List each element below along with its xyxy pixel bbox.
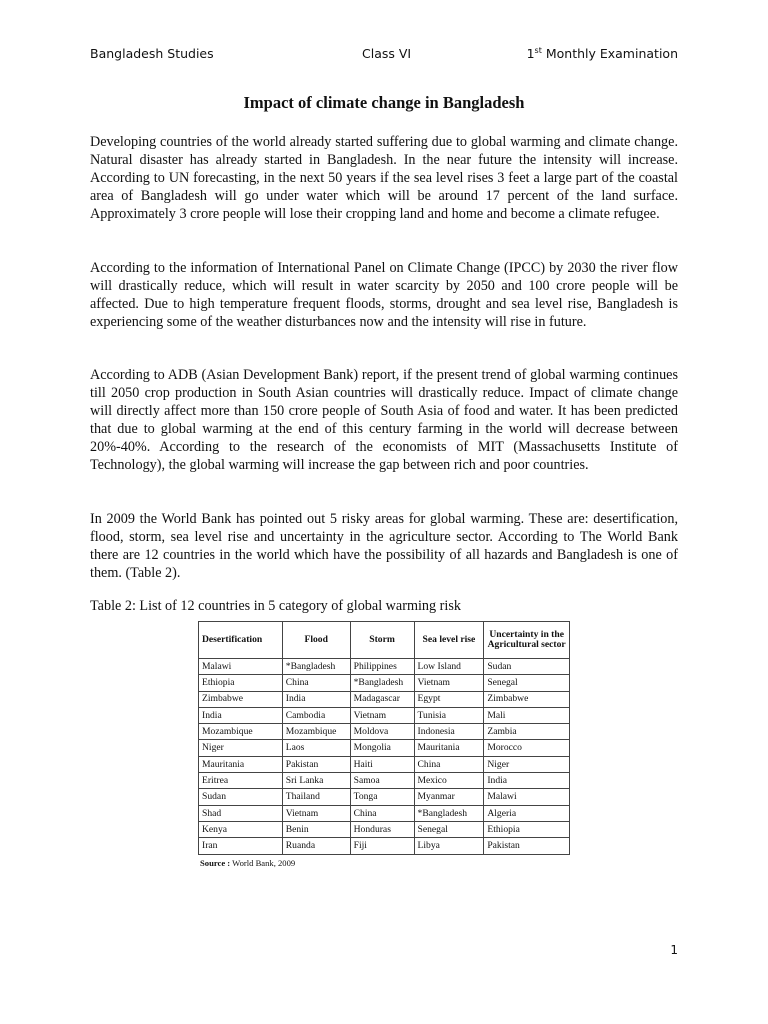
table-cell: Mauritania bbox=[199, 756, 283, 772]
table-cell: Senegal bbox=[484, 675, 570, 691]
table-cell: Samoa bbox=[350, 773, 414, 789]
table-cell: Vietnam bbox=[350, 707, 414, 723]
table-cell: Myanmar bbox=[414, 789, 484, 805]
paragraph-4: In 2009 the World Bank has pointed out 5 risky areas for global warming. These are: desertification, flood, storm, sea level rise and uncertainty in the agriculture sector. According to The World Bank there are 12 countries in the world which have the possibility of all hazards and Bangladesh is one of them. (Table 2). bbox=[90, 511, 678, 582]
table-cell: Ethiopia bbox=[484, 821, 570, 837]
table-cell: Mauritania bbox=[414, 740, 484, 756]
source-text: World Bank, 2009 bbox=[230, 857, 296, 868]
table-cell: China bbox=[414, 756, 484, 772]
table-cell: Libya bbox=[414, 838, 484, 854]
table-cell: *Bangladesh bbox=[414, 805, 484, 821]
table-cell: Honduras bbox=[350, 821, 414, 837]
table-cell: Laos bbox=[282, 740, 350, 756]
table-cell: Morocco bbox=[484, 740, 570, 756]
table-row bbox=[199, 756, 570, 772]
table-cell: Zimbabwe bbox=[484, 691, 570, 707]
table-row bbox=[199, 821, 570, 837]
table-row bbox=[199, 675, 570, 691]
table-cell: Malawi bbox=[199, 659, 283, 675]
paragraph-3: According to ADB (Asian Development Bank) report, if the present trend of global warming continues till 2050 crop production in South Asian countries will drastically reduce. Impact of climate change will directly affect more than 150 crore people of South Asia of food and water. It has been predicted that due to global warming at the end of this century farming in the world will decrease between 20%-40%. According to the research of the economists of MIT (Massachusetts Institute of Technology), the global warming will increase the gap between rich and poor countries. bbox=[90, 367, 678, 474]
paragraph-1: Developing countries of the world already started suffering due to global warming and climate change. Natural disaster has already started in Bangladesh. In the near future the intensity will increase. According to UN forecasting, in the next 50 years if the sea level rises 3 feet a large part of the coastal area of Bangladesh will go under water which will be around 17 percent of the land surface. Approximately 3 crore people will lose their cropping land and home and become a climate refugee. bbox=[90, 134, 678, 223]
page-header bbox=[90, 46, 678, 64]
table-row bbox=[199, 691, 570, 707]
table-cell: Tunisia bbox=[414, 707, 484, 723]
header-exam-ordinal: 1 bbox=[526, 46, 535, 61]
table-cell: Sudan bbox=[484, 659, 570, 675]
table-cell: Cambodia bbox=[282, 707, 350, 723]
table-cell: Pakistan bbox=[282, 756, 350, 772]
table-cell: Niger bbox=[199, 740, 283, 756]
table-cell: Zimbabwe bbox=[199, 691, 283, 707]
table-row bbox=[199, 740, 570, 756]
table-row bbox=[199, 773, 570, 789]
table-cell: India bbox=[199, 707, 283, 723]
column-header: Desertification bbox=[199, 622, 283, 659]
table-row bbox=[199, 659, 570, 675]
column-header: Uncertainty in the Agricultural sector bbox=[484, 622, 570, 659]
table-cell: Low Island bbox=[414, 659, 484, 675]
table-cell: Mozambique bbox=[282, 724, 350, 740]
table-cell: Shad bbox=[199, 805, 283, 821]
table-cell: Ethiopia bbox=[199, 675, 283, 691]
table-row bbox=[199, 789, 570, 805]
table-cell: Malawi bbox=[484, 789, 570, 805]
table-cell: Mali bbox=[484, 707, 570, 723]
table-row bbox=[199, 805, 570, 821]
table-cell: Thailand bbox=[282, 789, 350, 805]
column-header: Flood bbox=[282, 622, 350, 659]
table-header-row bbox=[199, 622, 570, 659]
table-cell: Mozambique bbox=[199, 724, 283, 740]
risk-table-container bbox=[198, 621, 570, 868]
table-cell: Madagascar bbox=[350, 691, 414, 707]
header-class: Class VI bbox=[362, 46, 412, 61]
table-row bbox=[199, 707, 570, 723]
table-row bbox=[199, 724, 570, 740]
table-cell: Vietnam bbox=[414, 675, 484, 691]
page-number: 1 bbox=[670, 943, 678, 957]
table-cell: *Bangladesh bbox=[350, 675, 414, 691]
table-cell: Senegal bbox=[414, 821, 484, 837]
table-cell: Algeria bbox=[484, 805, 570, 821]
table-cell: India bbox=[282, 691, 350, 707]
table-cell: Benin bbox=[282, 821, 350, 837]
table-cell: Ruanda bbox=[282, 838, 350, 854]
paragraph-2: According to the information of International Panel on Climate Change (IPCC) by 2030 the river flow will drastically reduce, which will result in water scarcity by 2050 and 100 crore people will be affected. Due to high temperature frequent floods, storms, drought and sea level rise, Bangladesh is experiencing some of the weather disturbances now and the intensity will rise in future. bbox=[90, 260, 678, 331]
table-cell: Vietnam bbox=[282, 805, 350, 821]
header-exam-suffix: st bbox=[534, 45, 542, 55]
table-cell: India bbox=[484, 773, 570, 789]
table-cell: Iran bbox=[199, 838, 283, 854]
table-cell: Haiti bbox=[350, 756, 414, 772]
page-title: Impact of climate change in Bangladesh bbox=[243, 93, 525, 112]
table-cell: Mexico bbox=[414, 773, 484, 789]
table-cell: Pakistan bbox=[484, 838, 570, 854]
table-cell: Eritrea bbox=[199, 773, 283, 789]
risk-table-body bbox=[199, 659, 570, 855]
table-cell: China bbox=[282, 675, 350, 691]
header-exam bbox=[527, 46, 678, 61]
table-cell: China bbox=[350, 805, 414, 821]
table-cell: Zambia bbox=[484, 724, 570, 740]
table-cell: Tonga bbox=[350, 789, 414, 805]
header-subject: Bangladesh Studies bbox=[90, 46, 214, 61]
source-label: Source : bbox=[200, 857, 231, 868]
table-cell: Sri Lanka bbox=[282, 773, 350, 789]
column-header: Sea level rise bbox=[414, 622, 484, 659]
table-cell: Moldova bbox=[350, 724, 414, 740]
table-cell: Kenya bbox=[199, 821, 283, 837]
table-cell: Egypt bbox=[414, 691, 484, 707]
table-cell: Fiji bbox=[350, 838, 414, 854]
table-cell: Mongolia bbox=[350, 740, 414, 756]
risk-table bbox=[198, 621, 570, 855]
table-cell: *Bangladesh bbox=[282, 659, 350, 675]
column-header: Storm bbox=[350, 622, 414, 659]
table-cell: Indonesia bbox=[414, 724, 484, 740]
header-exam-rest: Monthly Examination bbox=[541, 46, 678, 61]
table-caption: Table 2: List of 12 countries in 5 category of global warming risk bbox=[90, 598, 461, 614]
table-cell: Sudan bbox=[199, 789, 283, 805]
table-source bbox=[198, 858, 570, 868]
table-cell: Philippines bbox=[350, 659, 414, 675]
table-cell: Niger bbox=[484, 756, 570, 772]
table-row bbox=[199, 838, 570, 854]
